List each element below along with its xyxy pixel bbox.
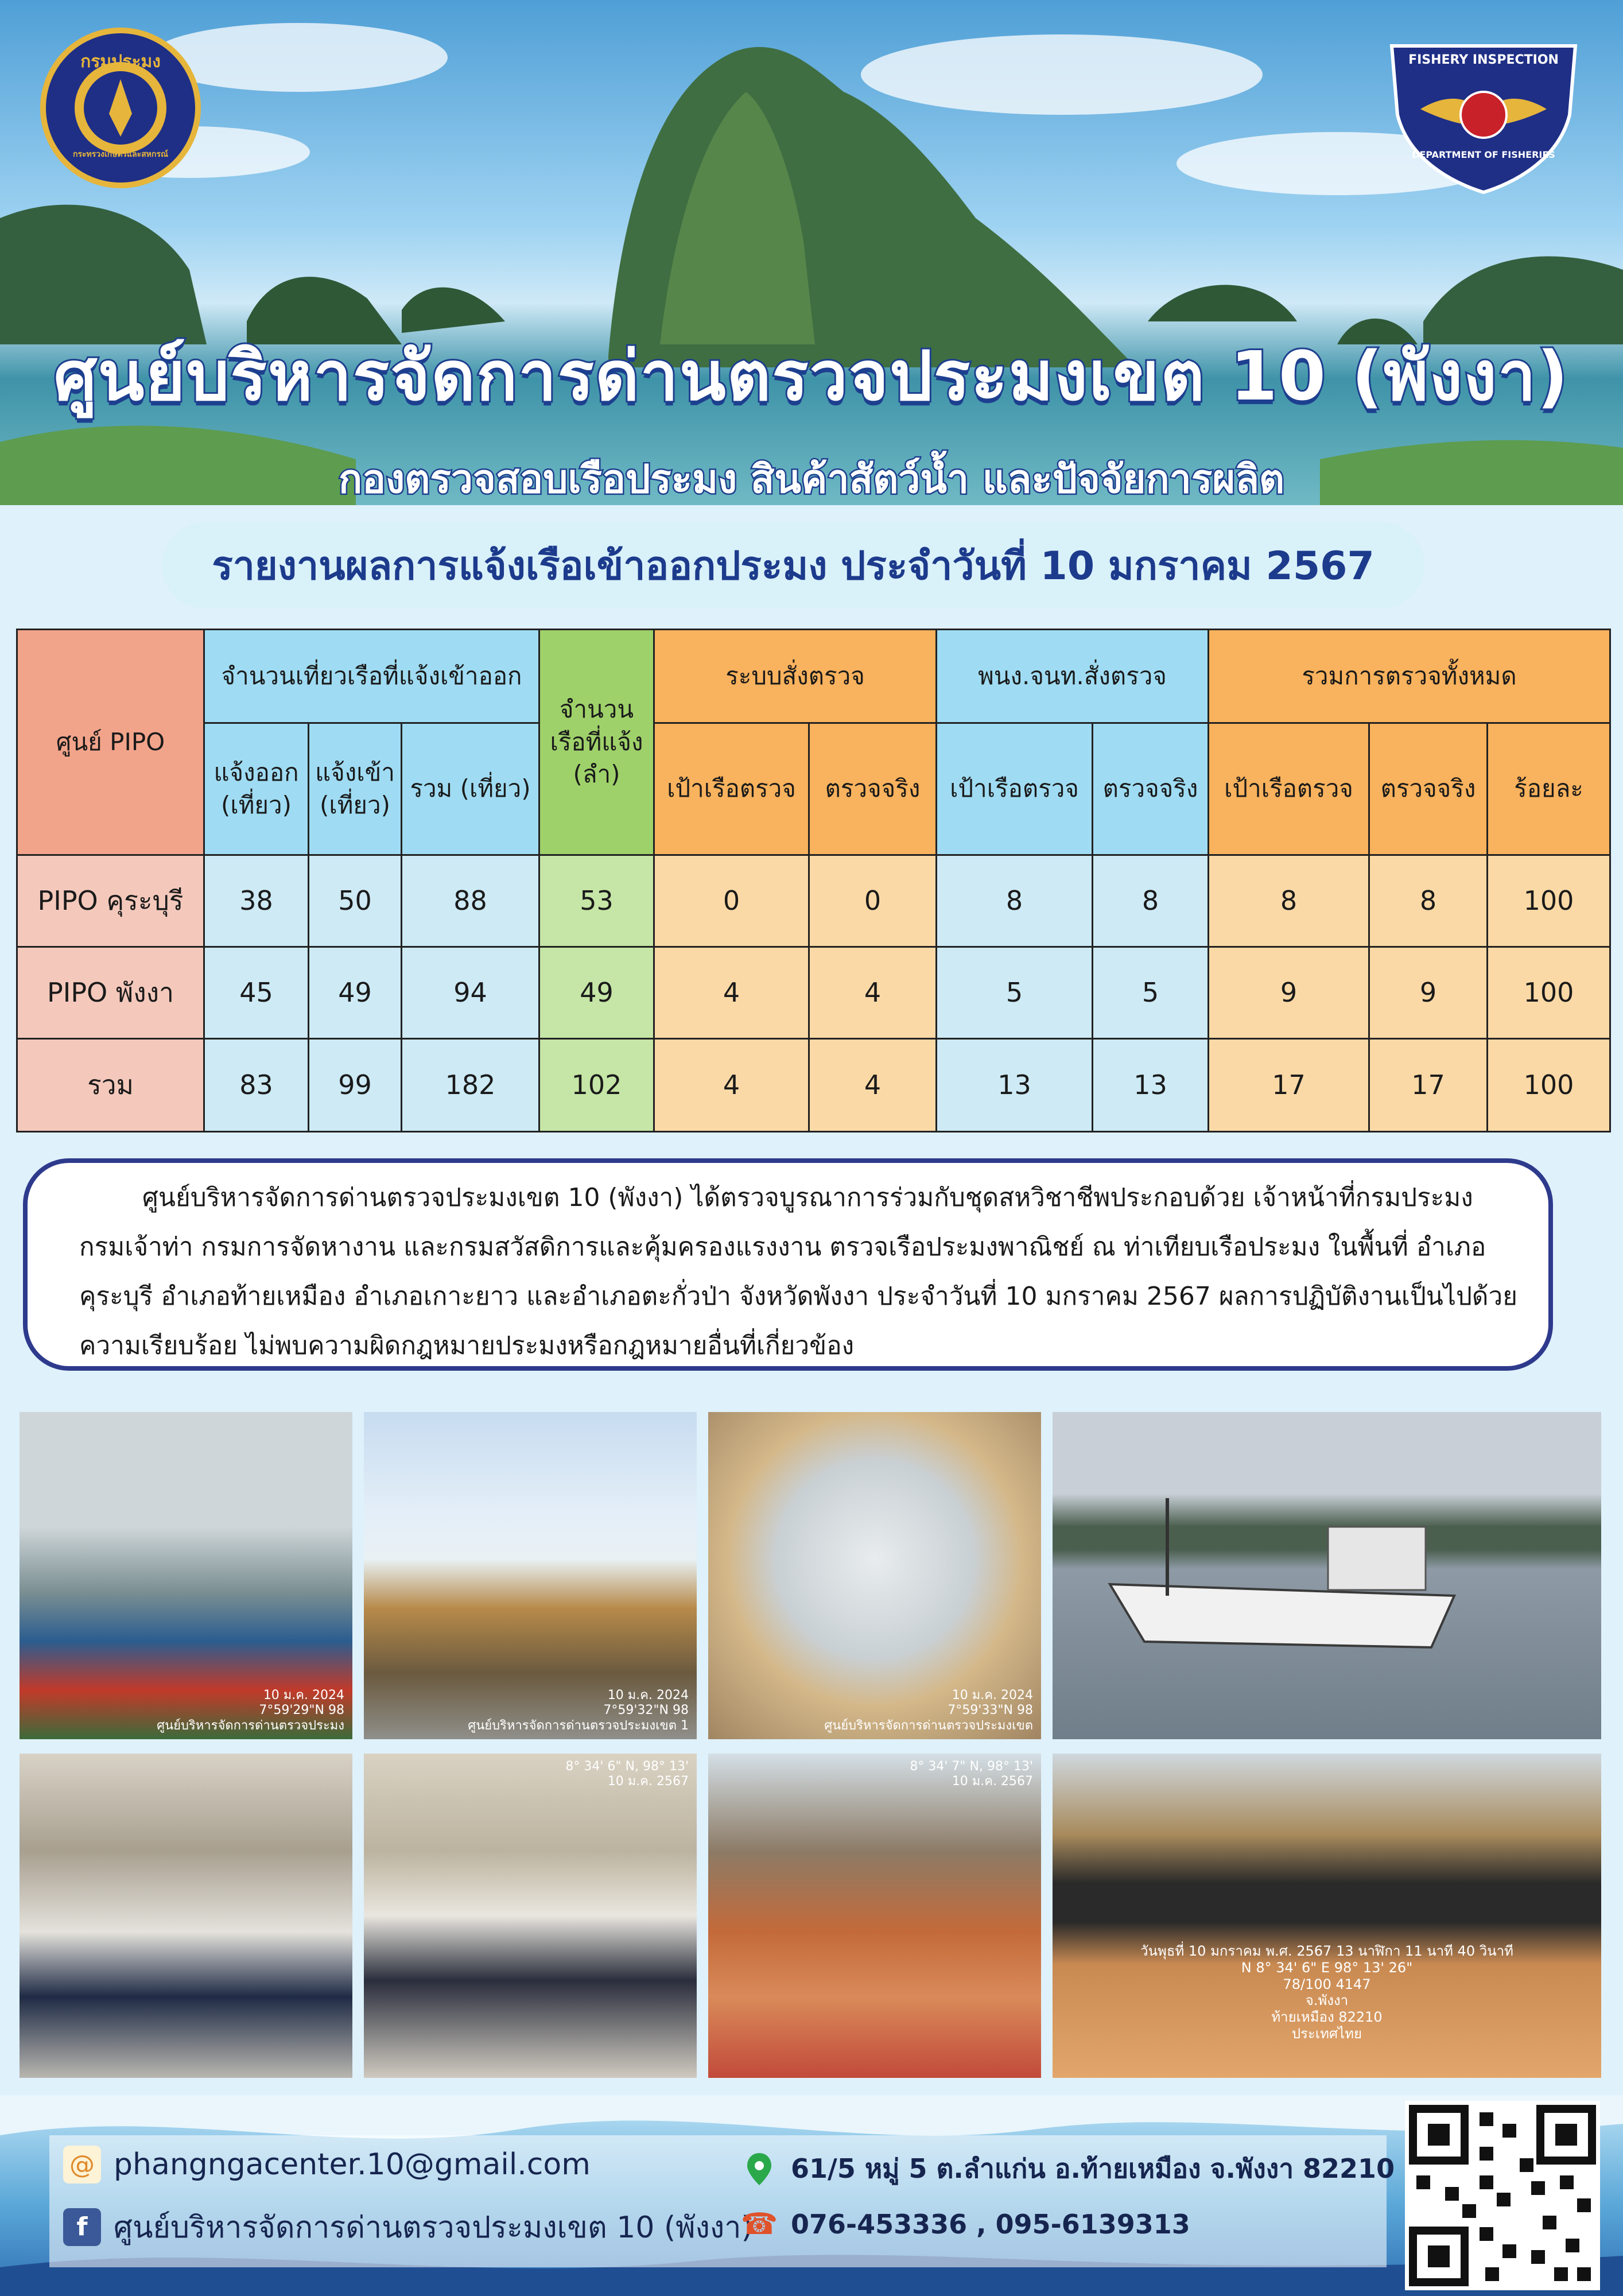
cell-off-actual: 8 — [1093, 855, 1209, 947]
footer — [0, 2095, 1623, 2296]
facebook-icon: f — [63, 2208, 101, 2246]
cell-sys-target: 4 — [654, 947, 809, 1039]
cell-all-actual: 17 — [1369, 1039, 1488, 1132]
table-row — [17, 855, 1610, 947]
header-total: รวม (เที่ยว) — [402, 723, 539, 855]
cell-total: 182 — [402, 1039, 539, 1132]
cell-sys-target: 4 — [654, 1039, 809, 1132]
header-all-group: รวมการตรวจทั้งหมด — [1209, 630, 1610, 723]
logo-right-bottom-text: DEPARTMENT OF FISHERIES — [1412, 149, 1555, 160]
narrative-box — [23, 1158, 1553, 1371]
cell-sys-target: 0 — [654, 855, 809, 947]
cell-in: 50 — [309, 855, 402, 947]
cell-boats: 49 — [539, 947, 654, 1039]
cell-percent: 100 — [1488, 855, 1610, 947]
header-sys-target: เป้าเรือตรวจ — [654, 723, 809, 855]
cell-in: 49 — [309, 947, 402, 1039]
cell-boats: 102 — [539, 1039, 654, 1132]
logo-left-text: กรมประมง — [80, 52, 161, 72]
cell-off-target: 13 — [937, 1039, 1093, 1132]
cell-center: PIPO พังงา — [17, 947, 204, 1039]
header-system-group: ระบบสั่งตรวจ — [654, 630, 937, 723]
narrative-text: ศูนย์บริหารจัดการด่านตรวจประมงเขต 10 (พังงา) ได้ตรวจบูรณาการร่วมกับชุดสหวิชาชีพประกอบด้วย เจ้าหน้าที่กรมประมง กรมเจ้าท่า กรมการจัดหางาน และกรมสวัสดิการและคุ้มครองแรงงาน ตรวจเรือประมงพาณิชย์ ณ ท่าเทียบเรือประมง ในพื้นที่ อำเภอคุระบุรี อำเภอท้ายเหมือง อำเภอเกาะยาว และอำเภอตะกั่วป่า จังหวัดพังงา ประจำวันที่ 10 มกราคม 2567 ผลการปฏิบัติงานเป็นไปด้วยความเรียบร้อย ไม่พบความผิดกฎหมายประมงหรือกฎหมายอื่นที่เกี่ยวข้อง — [79, 1183, 1517, 1360]
photo-caption: 10 ม.ค. 2024 7°59'33"N 98 ศูนย์บริหารจัดการด่านตรวจประมงเขต — [824, 1688, 1033, 1733]
contact-phone[interactable] — [740, 2205, 1190, 2243]
cell-sys-actual: 4 — [809, 1039, 937, 1132]
photo-boat-nets-deck — [1053, 1754, 1601, 2078]
boat-illustration — [1053, 1412, 1601, 1739]
fisheries-department-logo — [40, 28, 201, 188]
cell-out: 38 — [204, 855, 309, 947]
header-out: แจ้งออก (เที่ยว) — [204, 723, 309, 855]
cell-off-actual: 13 — [1093, 1039, 1209, 1132]
photo-caption: 8° 34' 6" N, 98° 13' 10 ม.ค. 2567 — [565, 1759, 689, 1789]
cell-total: 94 — [402, 947, 539, 1039]
header-all-target: เป้าเรือตรวจ — [1209, 723, 1369, 855]
cell-out: 45 — [204, 947, 309, 1039]
logo-right-top-text: FISHERY INSPECTION — [1408, 53, 1559, 67]
photo-anchovy-basket — [708, 1412, 1041, 1739]
photo-grid — [16, 1401, 1607, 2089]
cell-off-actual: 5 — [1093, 947, 1209, 1039]
cell-boats: 53 — [539, 855, 654, 947]
photo-officers-inspecting — [20, 1754, 352, 2078]
header-off-actual: ตรวจจริง — [1093, 723, 1209, 855]
cell-out: 83 — [204, 1039, 309, 1132]
cell-all-target: 9 — [1209, 947, 1369, 1039]
header-in: แจ้งเข้า (เที่ยว) — [309, 723, 402, 855]
logo-left-subtext: กระทรวงเกษตรและสหกรณ์ — [73, 150, 168, 159]
header-officer-group: พนง.จนท.สั่งตรวจ — [937, 630, 1209, 723]
photo-life-jacket-check — [708, 1754, 1041, 2078]
table-row — [17, 947, 1610, 1039]
cell-percent: 100 — [1488, 1039, 1610, 1132]
photo-crew-group — [364, 1412, 697, 1739]
report-title: รายงานผลการแจ้งเรือเข้าออกประมง ประจำวันที่ 10 มกราคม 2567 — [162, 522, 1424, 608]
email-icon: @ — [63, 2146, 101, 2183]
header-banner — [0, 0, 1623, 505]
cell-in: 99 — [309, 1039, 402, 1132]
header-center: ศูนย์ PIPO — [17, 630, 204, 855]
contact-email[interactable] — [63, 2146, 591, 2183]
photo-caption: 10 ม.ค. 2024 7°59'29"N 98 ศูนย์บริหารจัดการด่านตรวจประมง — [157, 1688, 344, 1733]
cell-all-actual: 9 — [1369, 947, 1488, 1039]
phone-text[interactable]: 076-453336 , 095-6139313 — [791, 2209, 1190, 2240]
cell-sys-actual: 0 — [809, 855, 937, 947]
photo-caption: 10 ม.ค. 2024 7°59'32"N 98 ศูนย์บริหารจัดการด่านตรวจประมงเขต 1 — [468, 1688, 689, 1733]
scenery-illustration — [0, 0, 1623, 505]
cell-all-target: 17 — [1209, 1039, 1369, 1132]
phone-icon: ☎ — [740, 2207, 778, 2241]
cell-all-target: 8 — [1209, 855, 1369, 947]
qr-code-icon — [1405, 2101, 1600, 2290]
qr-code[interactable] — [1405, 2101, 1600, 2290]
cell-center: PIPO คุระบุรี — [17, 855, 204, 947]
email-text[interactable]: phangngacenter.10@gmail.com — [114, 2147, 591, 2182]
cell-off-target: 5 — [937, 947, 1093, 1039]
header-all-actual: ตรวจจริง — [1369, 723, 1488, 855]
page-subtitle: กองตรวจสอบเรือประมง สินค้าสัตว์น้ำ และปัจจัยการผลิต — [338, 457, 1285, 502]
photo-document-check — [364, 1754, 697, 2078]
cell-center: รวม — [17, 1039, 204, 1132]
header-trips-group: จำนวนเที่ยวเรือที่แจ้งเข้าออก — [204, 630, 539, 723]
cell-off-target: 8 — [937, 855, 1093, 947]
photo-caption: 8° 34' 7" N, 98° 13' 10 ม.ค. 2567 — [910, 1759, 1033, 1789]
photo-fishing-boat-nets — [20, 1412, 352, 1739]
cell-sys-actual: 4 — [809, 947, 937, 1039]
contact-facebook[interactable] — [63, 2203, 753, 2251]
header-boats: จำนวนเรือที่แจ้ง (ลำ) — [539, 630, 654, 855]
fishery-inspection-logo — [1386, 34, 1581, 195]
contact-address — [740, 2148, 1395, 2190]
cell-total: 88 — [402, 855, 539, 947]
address-text: 61/5 หมู่ 5 ต.ลำแก่น อ.ท้ายเหมือง จ.พังงา 82210 — [791, 2153, 1395, 2184]
location-pin-icon — [740, 2150, 778, 2188]
header-sys-actual: ตรวจจริง — [809, 723, 937, 855]
page-title: ศูนย์บริหารจัดการด่านตรวจประมงเขต 10 (พังงา) — [53, 336, 1570, 416]
cell-percent: 100 — [1488, 947, 1610, 1039]
facebook-text[interactable]: ศูนย์บริหารจัดการด่านตรวจประมงเขต 10 (พังงา) — [114, 2210, 753, 2245]
header-percent: ร้อยละ — [1488, 723, 1610, 855]
table-row-total — [17, 1039, 1610, 1132]
header-off-target: เป้าเรือตรวจ — [937, 723, 1093, 855]
photo-caption: วันพุธที่ 10 มกราคม พ.ศ. 2567 13 นาฬิกา 11 นาที 40 วินาที N 8° 34' 6" E 98° 13' 26" 78/100 4147 จ.พังงา ท้ายเหมือง 82210 ประเทศไทย — [1140, 1943, 1513, 2042]
pipo-stats-table — [16, 629, 1611, 1133]
cell-all-actual: 8 — [1369, 855, 1488, 947]
photo-boat-at-sea — [1053, 1412, 1601, 1739]
